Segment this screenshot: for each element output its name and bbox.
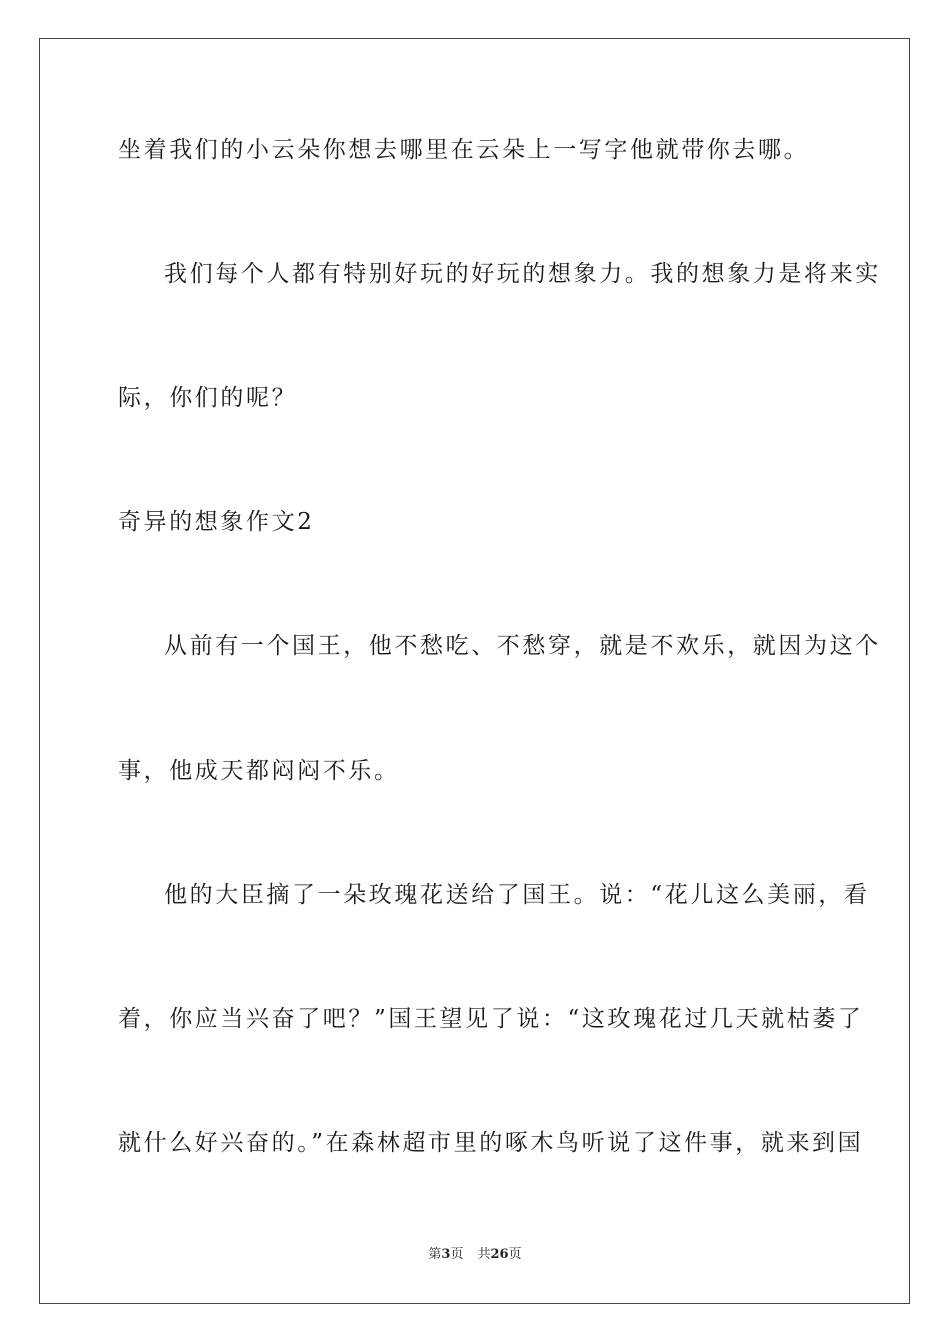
text-line-1: 坐着我们的小云朵你想去哪里在云朵上一写字他就带你去哪。 — [118, 137, 810, 163]
page-suffix: 页 — [450, 1247, 464, 1262]
page-prefix: 第 — [428, 1247, 442, 1262]
text-line-7: 他的大臣摘了一朵玫瑰花送给了国王。说：“花儿这么美丽，看 — [164, 882, 870, 908]
text-line-6: 事，他成天都闷闷不乐。 — [118, 758, 400, 784]
page-footer — [0, 1247, 950, 1263]
total-suffix: 页 — [508, 1247, 522, 1262]
text-line-5: 从前有一个国王，他不愁吃、不愁穿，就是不欢乐，就因为这个 — [164, 633, 881, 659]
page-border — [39, 38, 910, 1304]
text-line-2: 我们每个人都有特别好玩的好玩的想象力。我的想象力是将来实 — [164, 261, 881, 287]
text-line-9: 就什么好兴奋的。”在森林超市里的啄木鸟听说了这件事，就来到国 — [118, 1130, 864, 1156]
current-page-number: 3 — [441, 1247, 451, 1262]
total-page-count: 26 — [490, 1247, 509, 1262]
total-prefix: 共 — [477, 1247, 491, 1262]
section-heading: 奇异的想象作文2 — [118, 509, 315, 535]
text-line-8: 着，你应当兴奋了吧？”国王望见了说：“这玫瑰花过几天就枯萎了 — [118, 1006, 864, 1032]
text-line-3: 际，你们的呢？ — [118, 385, 298, 411]
